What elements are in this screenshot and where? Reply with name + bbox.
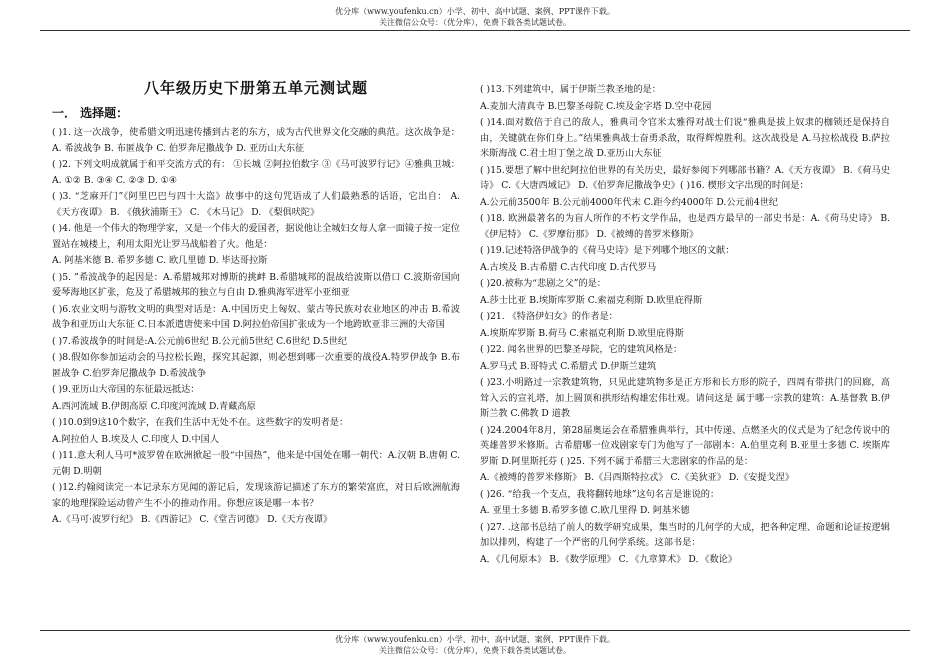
left-column: [52, 81, 460, 529]
left-question-item: A.阿拉伯人 B.埃及人 C.印度人 D.中国人: [52, 433, 220, 445]
right-question-item: ( )15.要想了解中世纪阿拉伯世界的有关历史，最好参阅下列哪部书籍？A.《天方夜谭》 B.《荷马史诗》 C.《大唐西域记》 D.《伯罗奔尼撒战争史》( )16. 楔形文字出现的时间是：: [480, 164, 890, 191]
left-question-item: ( )4. 他是一个伟大的物理学家，又是一个伟大的爱国者，据说他让全城妇女每人拿一面镜子按一定位置站在城楼上，利用太阳光让罗马战船着了火。他是：: [52, 223, 460, 250]
right-question-item: A.罗马式 B.哥特式 C.希腊式 D.伊斯兰建筑: [480, 360, 657, 372]
right-question-item: A.公元前3500年 B.公元前4000年代末 C.距今约4000年 D.公元前4世纪: [480, 196, 779, 208]
right-question-item: ( )14.面对数倍于自己的敌人，雅典司令官米太雅得对战士们说“雅典是拔上奴隶的枷锁还是保持自由，关键就在你们身上。”结果雅典战士奋勇杀敌，取得辉煌胜利。这次战役是 A.马拉松战役 B.萨拉米斯海战 C.君士坦丁堡之战 D.亚历山大东征: [480, 117, 890, 159]
right-question-item: ( )13.下列建筑中，属于伊斯兰教圣地的是：: [480, 84, 661, 95]
footer-line-2: 关注微信公众号：（优分库），免费下载各类试题试卷。: [379, 646, 571, 655]
footer-line-1: 优分库（www.youfenku.cn）小学、初中、高中试题、案例、PPT课件下载。: [335, 635, 615, 644]
left-question-item: ( )5. ”希波战争的起因是：A.希腊城邦对博斯的挑衅 B.希腊城邦的混战给波斯以借口 C.波斯帝国向爱琴海地区扩张，危及了希腊城邦的独立与自由 D.雅典海军进军小亚细亚: [52, 271, 460, 298]
left-question-item: ( )7.希波战争的时间是:A.公元前6世纪 B.公元前5世纪 C.6世纪 D.5世纪: [52, 335, 348, 347]
left-question-item: ( )1. 这一次战争，使希腊文明迅速传播到古老的东方，成为古代世界文化交融的典范。这次战争是： A. 希波战争 B. 布匿战争 C. 伯罗奔尼撒战争 D. 亚历山大东征: [52, 127, 460, 154]
right-question-item: ( )22. 闻名世界的巴黎圣母院，它的建筑风格是：: [480, 344, 683, 355]
right-question-item: A.麦加大清真寺 B.巴黎圣母院 C.埃及金字塔 D.空中花园: [480, 100, 712, 112]
left-question-item: ( )8.假如你参加运动会的马拉松长跑，探究其起源，则必想到哪一次重要的战役A.特罗伊战争 B.布匿战争 C.伯罗奔尼撒战争 D.希波战争: [52, 352, 460, 379]
left-question-item: ( )3. “芝麻开门”《阿里巴巴与四十大盗》故事中的这句咒语成了人们最熟悉的话语，它出自： A. 《天方夜谭》 B. 《俄狄浦斯王》 C. 《木马记》 D. 《梨俱吠陀》: [52, 191, 460, 218]
left-question-item: ( )11.意大利人马可*波罗曾在欧洲掀起一股“中国热”，他来是中国处在哪一朝代：A.汉朝 B.唐朝 C.元朝 D.明朝: [52, 450, 460, 477]
page-header: [0, 6, 950, 28]
right-question-item: ( )18. 欧洲最著名的为盲人所作的不朽文学作品，也是西方最早的一部史书是：A.《荷马史诗》 B.《伊尼特》 C.《罗摩衍那》 D.《被缚的普罗米修斯》: [480, 213, 890, 240]
left-question-item: ( )10.0到9这10个数字，在我们生活中无处不在。这些数字的发明者是：: [52, 417, 349, 428]
section-heading: 一． 选择题：: [52, 106, 129, 120]
right-column: [480, 82, 890, 568]
right-question-item: ( )26. “给我一个支点，我将翻转地球”这句名言是谁说的：: [480, 488, 720, 500]
right-question-item: ( )23.小明路过一宗教建筑物，只见此建筑物多是正方形和长方形的院子，四周有带拱门的回廊，高耸入云的宣礼塔，加上圆顶和拱形结构雄宏伟壮观。请问这是 属于哪一宗教的建筑：A.基督教 B.伊斯兰教 C.佛教 D 道教: [480, 377, 890, 419]
right-question-item: ( )19.记述特洛伊战争的《荷马史诗》是下列哪个地区的文献：: [480, 245, 735, 256]
left-question-item: ( )6.农业文明与游牧文明的典型对话是：A.中国历史上匈奴、蒙古等民族对农业地区的冲击 B.希波战争和亚历山大东征 C.日本派遣唐使来中国 D.阿拉伯帝国扩张成为一个地跨欧亚非三洲的大帝国: [52, 303, 460, 330]
header-line-1: 优分库（www.youfenku.cn）小学、初中、高中试题、案例、PPT课件下载。: [335, 7, 615, 16]
right-question-item: A.莎士比亚 B.埃斯库罗斯 C.索福克利斯 D.欧里庇得斯: [480, 294, 703, 306]
right-question-item: A．《几何原本》 B．《数学原理》 C．《九章算术》 D．《数论》: [480, 553, 738, 565]
right-question-item: ( )27. .这部书总结了前人的数学研究成果，集当时的几何学的大成，把各种定理、命题和论证按逻辑加以排列，构建了一个严密的几何学系统。这部书是：: [480, 521, 890, 548]
left-question-item: A.西河流域 B.伊朗高原 C.印度河流域 D.青藏高原: [52, 400, 256, 412]
left-question-item: ( )12.约翰阅读完一本记录东方见闻的游记后，发现该游记描述了东方的繁荣富庶，对日后欧洲航海家的地理探险运动曾产生不小的推动作用。你想应该是哪一本书？: [52, 482, 460, 509]
right-question-item: A.古埃及 B.古希腊 C.古代印度 D.古代罗马: [480, 261, 657, 273]
right-question-item: ( )24.2004年8月，第28届奥运会在希腊雅典举行，其中传递、点燃圣火的仪式是为了纪念传说中的英雄普罗米修斯。古希腊哪一位戏剧家专门为他写了一部剧本：A.伯里克利 B.亚里士多德 C. 埃斯库罗斯 D.阿里斯托芬 ( )25. 下列不属于希腊三大悲剧家的作品的是：: [480, 424, 890, 467]
left-question-list: [52, 125, 460, 528]
left-question-item: ( )2. 下列文明成就属于和平交流方式的有： ①长城 ②阿拉伯数字 ③《马可波罗行记》④雅典卫城：A. ①② B. ③④ C. ②③ D. ①④: [52, 159, 460, 186]
right-question-list: [480, 82, 890, 567]
page-title: 八年级历史下册第五单元测试题: [143, 79, 368, 97]
footer-rule: [40, 630, 910, 631]
page-footer: [0, 634, 950, 656]
left-question-item: A.《马可·波罗行纪》 B.《西游记》 C.《堂吉诃德》 D.《天方夜谭》: [52, 514, 333, 525]
left-question-item: ( )9.亚历山大帝国的东征最远抵达：: [52, 384, 200, 395]
header-rule: [40, 30, 910, 31]
right-question-item: A. 亚里士多德 B.希罗多德 C.欧几里得 D. 阿基米德: [480, 505, 690, 516]
header-line-2: 关注微信公众号：（优分库），免费下载各类试题试卷。: [379, 18, 571, 27]
right-question-item: ( )21. 《特洛伊妇女》的作者是：: [480, 311, 618, 322]
right-question-item: ( )20.被称为“悲剧之父”的是：: [480, 278, 606, 289]
left-question-item: A. 阿基米德 B. 希罗多德 C. 欧几里德 D. 毕达哥拉斯: [52, 255, 268, 266]
right-question-item: A.《被缚的普罗米修斯》 B.《吕西斯特拉忒》 C.《美狄亚》 D.《安提戈涅》: [480, 472, 795, 483]
right-question-item: A.埃斯库罗斯 B.荷马 C.索福克利斯 D.欧里庇得斯: [480, 327, 684, 339]
